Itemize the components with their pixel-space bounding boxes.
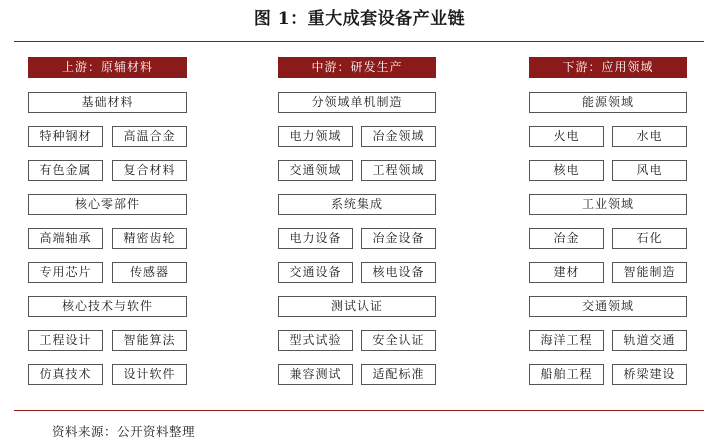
- figure-title: 图 1：重大成套设备产业链: [253, 9, 466, 29]
- column-upstream: [28, 57, 187, 398]
- item-row: [529, 160, 687, 181]
- item-row: [529, 262, 687, 283]
- item-box: 工程设计: [28, 330, 103, 351]
- item-box: 专用芯片: [28, 262, 103, 283]
- item-box: 冶金设备: [361, 228, 436, 249]
- item-box: 工程领域: [361, 160, 436, 181]
- category-box: 测试认证: [278, 296, 436, 317]
- category-box: 能源领域: [529, 92, 687, 113]
- item-box: 核电: [529, 160, 604, 181]
- item-box: 高端轴承: [28, 228, 103, 249]
- category-row: [529, 92, 687, 113]
- column-rows: [278, 92, 436, 385]
- item-box: 桥梁建设: [612, 364, 687, 385]
- item-box: 冶金领域: [361, 126, 436, 147]
- column-header-midstream: 中游：研发生产: [278, 57, 436, 78]
- item-row: [529, 228, 687, 249]
- item-row: [28, 228, 187, 249]
- column-rows: [28, 92, 187, 385]
- item-box: 兼容测试: [278, 364, 353, 385]
- item-box: 适配标准: [361, 364, 436, 385]
- item-box: 智能制造: [612, 262, 687, 283]
- category-row: [28, 296, 187, 317]
- item-box: 有色金属: [28, 160, 103, 181]
- item-box: 冶金: [529, 228, 604, 249]
- category-box: 工业领域: [529, 194, 687, 215]
- column-downstream: [529, 57, 687, 398]
- item-row: [278, 262, 436, 283]
- item-box: 电力设备: [278, 228, 353, 249]
- item-box: 交通设备: [278, 262, 353, 283]
- category-box: 核心零部件: [28, 194, 187, 215]
- item-row: [278, 126, 436, 147]
- category-box: 系统集成: [278, 194, 436, 215]
- item-box: 复合材料: [112, 160, 187, 181]
- category-box: 基础材料: [28, 92, 187, 113]
- category-box: 核心技术与软件: [28, 296, 187, 317]
- category-row: [278, 194, 436, 215]
- item-row: [278, 364, 436, 385]
- item-box: 传感器: [112, 262, 187, 283]
- item-box: 高温合金: [112, 126, 187, 147]
- item-box: 仿真技术: [28, 364, 103, 385]
- item-box: 火电: [529, 126, 604, 147]
- item-box: 核电设备: [361, 262, 436, 283]
- bottom-divider: [14, 410, 704, 411]
- item-row: [278, 160, 436, 181]
- item-box: 轨道交通: [612, 330, 687, 351]
- item-row: [28, 262, 187, 283]
- item-box: 智能算法: [112, 330, 187, 351]
- item-box: 石化: [612, 228, 687, 249]
- item-row: [529, 126, 687, 147]
- top-divider: [14, 41, 704, 42]
- item-box: 船舶工程: [529, 364, 604, 385]
- item-row: [529, 330, 687, 351]
- item-box: 精密齿轮: [112, 228, 187, 249]
- column-header-upstream: 上游：原辅材料: [28, 57, 187, 78]
- category-box: 交通领域: [529, 296, 687, 317]
- item-row: [529, 364, 687, 385]
- category-box: 分领域单机制造: [278, 92, 436, 113]
- category-row: [278, 296, 436, 317]
- source-note: 资料来源：公开资料整理: [52, 424, 196, 439]
- item-row: [28, 364, 187, 385]
- item-box: 型式试验: [278, 330, 353, 351]
- column-header-downstream: 下游：应用领域: [529, 57, 687, 78]
- item-row: [28, 160, 187, 181]
- item-box: 交通领域: [278, 160, 353, 181]
- item-box: 电力领域: [278, 126, 353, 147]
- item-box: 建材: [529, 262, 604, 283]
- item-box: 水电: [612, 126, 687, 147]
- item-row: [278, 330, 436, 351]
- item-row: [28, 330, 187, 351]
- column-rows: [529, 92, 687, 385]
- item-box: 特种钢材: [28, 126, 103, 147]
- item-row: [278, 228, 436, 249]
- item-box: 安全认证: [361, 330, 436, 351]
- item-box: 设计软件: [112, 364, 187, 385]
- category-row: [278, 92, 436, 113]
- category-row: [28, 194, 187, 215]
- category-row: [529, 194, 687, 215]
- item-box: 风电: [612, 160, 687, 181]
- item-row: [28, 126, 187, 147]
- category-row: [529, 296, 687, 317]
- column-midstream: [278, 57, 436, 398]
- category-row: [28, 92, 187, 113]
- item-box: 海洋工程: [529, 330, 604, 351]
